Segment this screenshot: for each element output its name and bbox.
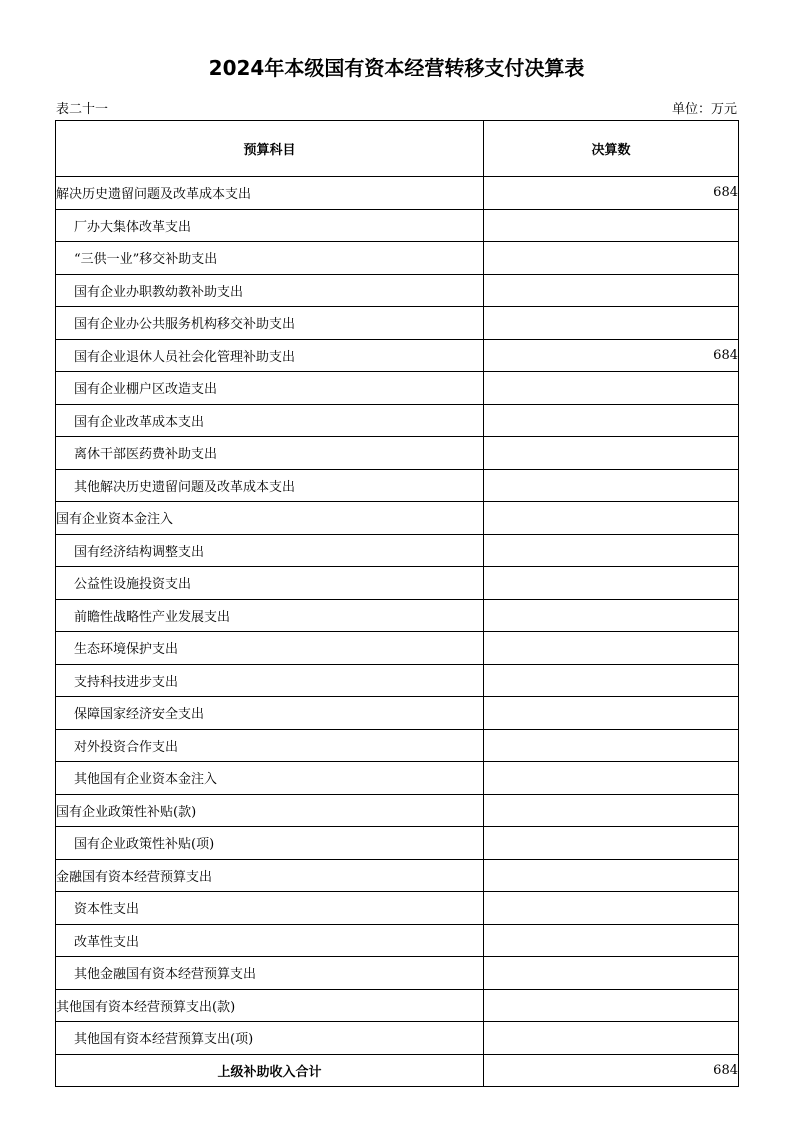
header-item: 预算科目	[56, 121, 484, 177]
row-item-value	[484, 372, 739, 405]
row-item-name: 对外投资合作支出	[56, 729, 484, 762]
table-row	[56, 469, 739, 502]
row-item-value	[484, 534, 739, 567]
row-item-name: 厂办大集体改革支出	[56, 209, 484, 242]
row-item-value	[484, 762, 739, 795]
table-row	[56, 729, 739, 762]
row-item-value	[484, 469, 739, 502]
table-row	[56, 502, 739, 535]
row-item-value: 684	[484, 177, 739, 210]
row-item-name: 金融国有资本经营预算支出	[56, 859, 484, 892]
row-item-name: 前瞻性战略性产业发展支出	[56, 599, 484, 632]
row-item-value	[484, 1022, 739, 1055]
table-row	[56, 534, 739, 567]
row-item-name: 国有企业资本金注入	[56, 502, 484, 535]
row-item-name: 其他解决历史遗留问题及改革成本支出	[56, 469, 484, 502]
row-item-value	[484, 859, 739, 892]
table-row	[56, 372, 739, 405]
table-row	[56, 957, 739, 990]
row-item-name: 离休干部医药费补助支出	[56, 437, 484, 470]
row-item-value	[484, 924, 739, 957]
row-item-value	[484, 437, 739, 470]
row-item-value	[484, 729, 739, 762]
table-row	[56, 404, 739, 437]
table-row	[56, 1022, 739, 1055]
row-item-value	[484, 664, 739, 697]
table-row	[56, 599, 739, 632]
row-item-value	[484, 632, 739, 665]
table-row	[56, 762, 739, 795]
row-item-name: 改革性支出	[56, 924, 484, 957]
table-row	[56, 177, 739, 210]
row-item-name: 国有企业办职教幼教补助支出	[56, 274, 484, 307]
row-item-value	[484, 827, 739, 860]
table-row	[56, 794, 739, 827]
row-item-name: 资本性支出	[56, 892, 484, 925]
row-item-value	[484, 989, 739, 1022]
table-row	[56, 664, 739, 697]
row-item-name: 其他金融国有资本经营预算支出	[56, 957, 484, 990]
table-row	[56, 924, 739, 957]
row-item-value	[484, 274, 739, 307]
row-item-name: 国有企业政策性补贴(款)	[56, 794, 484, 827]
row-item-name: “三供一业”移交补助支出	[56, 242, 484, 275]
table-row	[56, 892, 739, 925]
table-row	[56, 697, 739, 730]
row-item-value	[484, 404, 739, 437]
row-item-name: 其他国有资本经营预算支出(项)	[56, 1022, 484, 1055]
budget-table	[55, 120, 739, 1087]
table-row	[56, 567, 739, 600]
table-row	[56, 242, 739, 275]
row-item-name: 国有经济结构调整支出	[56, 534, 484, 567]
total-row	[56, 1054, 739, 1087]
table-row	[56, 989, 739, 1022]
row-item-value: 684	[484, 339, 739, 372]
page-title: 2024年本级国有资本经营转移支付决算表	[208, 56, 585, 80]
table-number: 表二十一	[56, 102, 109, 117]
row-item-name: 保障国家经济安全支出	[56, 697, 484, 730]
header-row	[56, 121, 739, 177]
table-row	[56, 307, 739, 340]
unit-label: 单位：万元	[671, 102, 737, 117]
row-item-name: 生态环境保护支出	[56, 632, 484, 665]
table-row	[56, 827, 739, 860]
row-item-name: 其他国有企业资本金注入	[56, 762, 484, 795]
row-item-name: 国有企业棚户区改造支出	[56, 372, 484, 405]
table-row	[56, 632, 739, 665]
row-item-name: 国有企业办公共服务机构移交补助支出	[56, 307, 484, 340]
row-item-value	[484, 209, 739, 242]
row-item-value	[484, 307, 739, 340]
row-item-value	[484, 502, 739, 535]
total-value: 684	[484, 1054, 739, 1087]
row-item-name: 国有企业改革成本支出	[56, 404, 484, 437]
table-row	[56, 859, 739, 892]
row-item-value	[484, 599, 739, 632]
row-item-value	[484, 892, 739, 925]
row-item-value	[484, 567, 739, 600]
row-item-name: 支持科技进步支出	[56, 664, 484, 697]
row-item-name: 国有企业政策性补贴(项)	[56, 827, 484, 860]
table-row	[56, 209, 739, 242]
row-item-value	[484, 242, 739, 275]
row-item-name: 其他国有资本经营预算支出(款)	[56, 989, 484, 1022]
table-row	[56, 339, 739, 372]
table-row	[56, 437, 739, 470]
row-item-name: 解决历史遗留问题及改革成本支出	[56, 177, 484, 210]
row-item-name: 公益性设施投资支出	[56, 567, 484, 600]
table-row	[56, 274, 739, 307]
header-amount: 决算数	[484, 121, 739, 177]
row-item-value	[484, 794, 739, 827]
total-label: 上级补助收入合计	[56, 1054, 484, 1087]
row-item-name: 国有企业退休人员社会化管理补助支出	[56, 339, 484, 372]
row-item-value	[484, 957, 739, 990]
row-item-value	[484, 697, 739, 730]
